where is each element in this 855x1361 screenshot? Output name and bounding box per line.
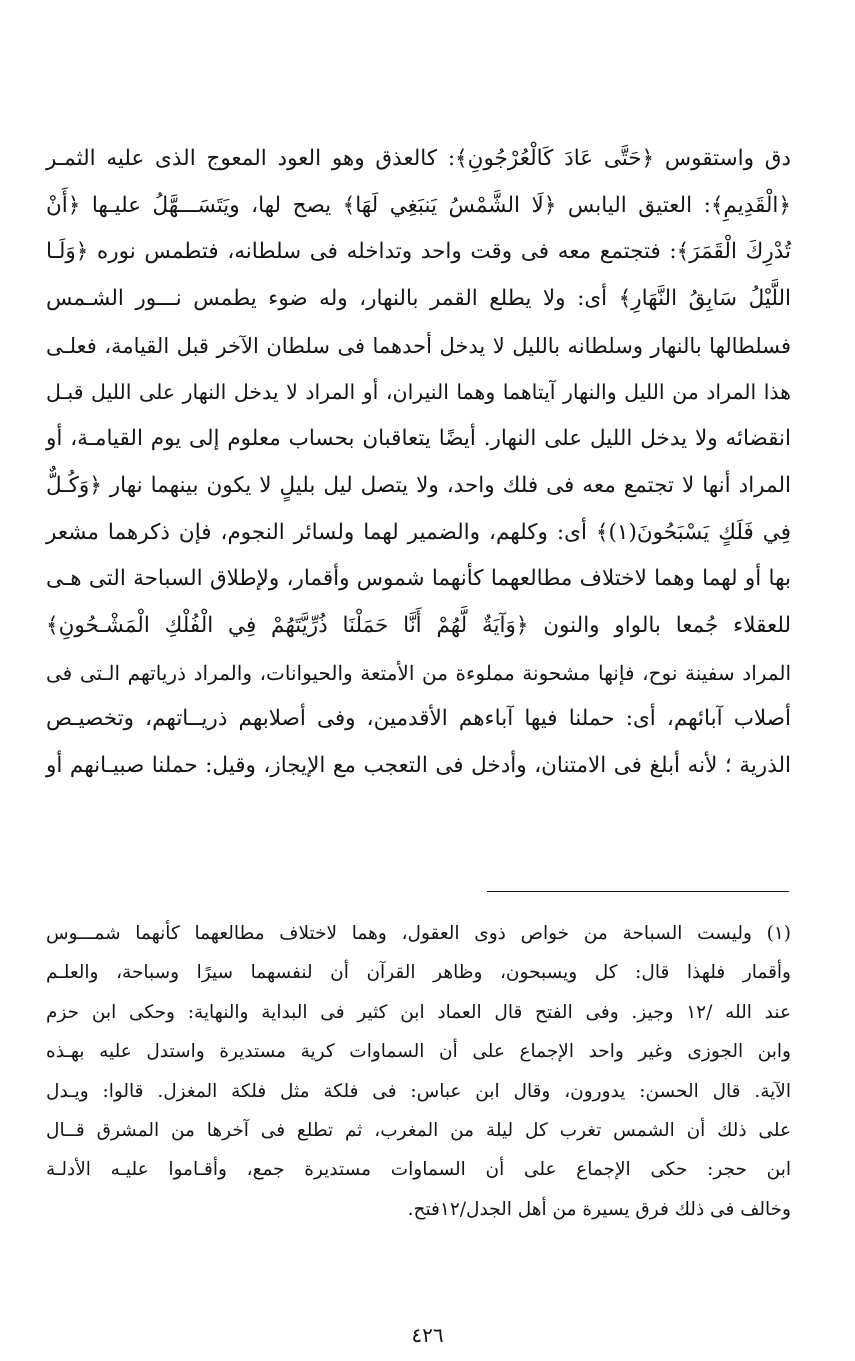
- text-line: المراد أنها لا تجتمع معه فى فلك واحد، ولا يتصل ليل بليلٍ لا يكون بينهما نهار ﴿وَكُـلٌّ: [46, 472, 791, 498]
- text-line: هذا المراد من الليل والنهار آيتاهما وهما النيران، أو المراد لا يدخل النهار على الليل قبـل: [46, 380, 791, 405]
- page-number: ٤٢٦: [411, 1323, 444, 1347]
- text-line: للعقلاء جُمعا بالواو والنون ﴿وَآيَةٌ لَّهُمْ أَنَّا حَمَلْنَا ذُرِّيَّتَهُمْ فِي الْفُلْكِ الْمَشْـحُونِ﴾: [46, 612, 791, 638]
- text-line: المراد سفينة نوح، فإنها مشحونة مملوءة من الأمتعة والحيوانات، والمراد ذرياتهم الـتى فى: [46, 660, 791, 685]
- main-text-block: [46, 136, 791, 790]
- text-line: بها أو لهما وهما لاختلاف مطالعهما كأنهما شموس وأقمار، ولإطلاق السباحة التى هـى: [46, 566, 791, 592]
- text-line: ﴿الْقَدِيمِ﴾: العتيق اليابس ﴿لَا الشَّمْسُ يَنبَغِي لَهَا﴾ يصح لها، ويَتَسَـــهَّلُ عليـها ﴿أَنْ: [46, 192, 791, 218]
- text-line: اللَّيْلُ سَابِقُ النَّهَارِ﴾ أى: ولا يطلع القمر بالنهار، وله ضوء يطمس نـــور الشـمس: [46, 286, 791, 312]
- footnote-line: عند الله /١٢ وجيز. وفى الفتح قال العماد ابن كثير فى البداية والنهاية: وحكى ابن حزم: [46, 1001, 791, 1023]
- text-line: دق واستقوس ﴿حَتَّى عَادَ كَالْعُرْجُونِ﴾: كالعذق وهو العود المعوج الذى عليه الثمـر: [46, 146, 791, 171]
- footnotes-block: [46, 914, 791, 1229]
- text-line: أصلاب آبائهم، أى: حملنا فيها آباءهم الأقدمين، وفى أصلابهم ذريــاتهم، وتخصيـص: [46, 706, 791, 732]
- footnote-line: على ذلك أن الشمس تغرب كل ليلة من المغرب، ثم تطلع فى آخرها من المشرق قــال: [46, 1119, 791, 1141]
- text-line: انقضائه ولا يدخل الليل على النهار. أيضًا يتعاقبان بحساب معلوم إلى يوم القيامـة، أو: [46, 426, 792, 452]
- text-line: فسلطالها بالنهار وسلطانه بالليل لا يدخل أحدهما فى سلطان الآخر قبل القيامة، فعلـى: [46, 333, 791, 358]
- text-line: تُدْرِكَ الْقَمَرَ﴾: فتجتمع معه فى وقت واحد وتداخله فى سلطانه، فتطمس نوره ﴿وَلَـا: [46, 239, 791, 265]
- footnote-line: ابن حجر: حكى الإجماع على أن السماوات مستديرة جمع، وأقـاموا عليـه الأدلـة: [46, 1159, 791, 1181]
- text-line: الذرية ؛ لأنه أبلغ فى الامتنان، وأدخل فى التعجب مع الإيجاز، وقيل: حملنا صبيـانهم أو: [46, 752, 791, 778]
- footnote-line: وأقمار فلهذا قال: كل ويسبحون، وظاهر القرآن أن لنفسهما سيرًا وسباحة، والعلـم: [46, 962, 791, 984]
- footnote-line: وابن الجوزى وغير واحد الإجماع على أن السماوات كرية مستديرة واستدل عليه بهـذه: [46, 1041, 791, 1063]
- footnote-line: الآية. قال الحسن: يدورون، وقال ابن عباس: فى فلكة مثل فلكة المغزل. قالوا: ويـدل: [46, 1080, 791, 1102]
- footnote-divider: [487, 891, 789, 892]
- footnote-line: (١) وليست السباحة من خواص ذوى العقول، وهما لاختلاف مطالعهما كأنهما شمـــوس: [46, 923, 791, 944]
- text-line: فِي فَلَكٍ يَسْبَحُونَ(١)﴾ أى: وكلهم، والضمير لهما ولسائر النجوم، فإن ذكرهما مشعر: [46, 519, 791, 545]
- footnote-line: وخالف فى ذلك فرق يسيرة من أهل الجدل/١٢فتح.: [407, 1198, 791, 1220]
